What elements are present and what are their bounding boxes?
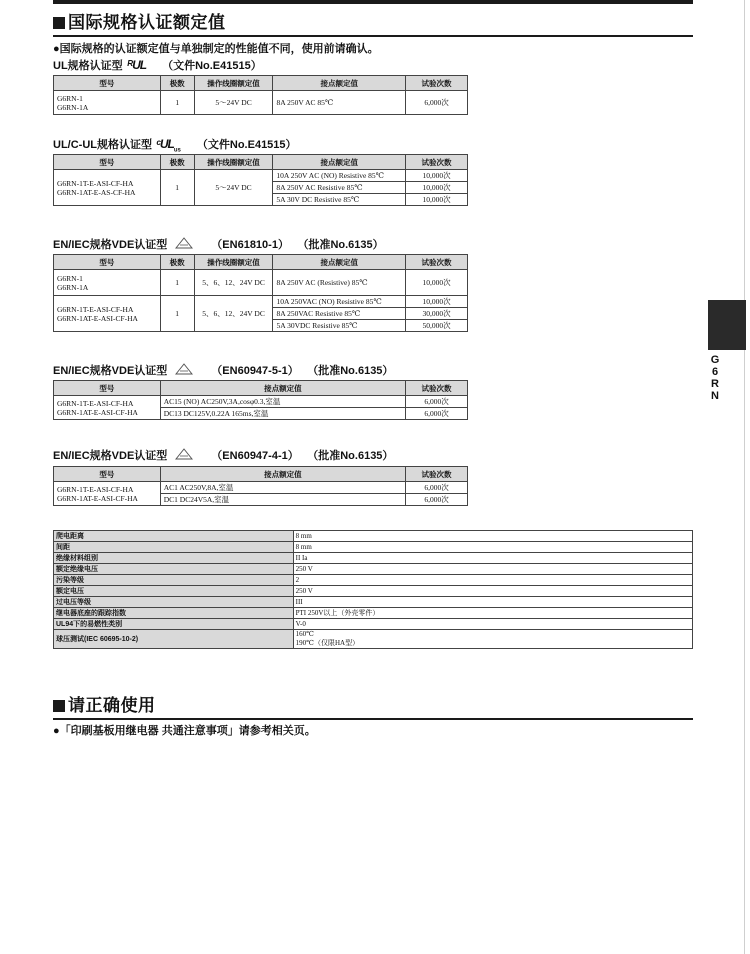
count-cell: 50,000次: [406, 320, 468, 332]
spec-value: 250 V: [293, 564, 692, 575]
contact-cell: 10A 250V AC (NO) Resistive 85℃: [273, 170, 406, 182]
col-contact: 接点额定值: [160, 467, 405, 482]
col-poles: 极数: [160, 155, 194, 170]
vde3-approval: （批准No.6135）: [312, 450, 394, 462]
spec-value: 160℃ 190℃（仅限HA型）: [293, 630, 692, 649]
section-square-icon: [53, 700, 65, 712]
vde3-caption: [53, 448, 393, 463]
contact-cell: 8A 250V AC (Resistive) 85℃: [273, 270, 406, 296]
table-row: [54, 608, 693, 619]
spec-key: 污染等级: [54, 575, 294, 586]
vde3-table: [53, 466, 468, 506]
spec-key: 绝缘材料组别: [54, 553, 294, 564]
ul-logo-icon: ᴿUL: [126, 58, 147, 72]
spec-key: 过电压等级: [54, 597, 294, 608]
section-title-text: 请正确使用: [68, 696, 156, 715]
contact-cell: 8A 250V AC 85℃: [273, 91, 406, 115]
model-cell: G6RN-1 G6RN-1A: [54, 270, 161, 296]
spec-value: PTI 250V以上（外壳零件）: [293, 608, 692, 619]
spec-value: II Ia: [293, 553, 692, 564]
usage-note: ●「印刷基板用继电器 共通注意事项」请参考相关页。: [53, 725, 316, 737]
spec-key: UL94下的易燃性类别: [54, 619, 294, 630]
vde1-table: [53, 254, 468, 332]
culus-logo-icon: ᶜUL$_{us}$: [156, 137, 181, 154]
model-cell: G6RN-1 G6RN-1A: [54, 91, 161, 115]
col-count: 试验次数: [406, 255, 468, 270]
model-cell: G6RN-1T-E-ASI-CF-HA G6RN-1AT-E-ASI-CF-HA: [54, 296, 161, 332]
col-coil: 操作线圈额定值: [194, 255, 273, 270]
count-cell: 6,000次: [406, 396, 468, 408]
contact-cell: 5A 30V DC Resistive 85℃: [273, 194, 406, 206]
culus-table: [53, 154, 468, 206]
coil-cell: 5～24V DC: [194, 91, 273, 115]
vde-triangle-icon: [175, 363, 193, 375]
col-count: 试验次数: [406, 76, 468, 91]
col-model: 型号: [54, 76, 161, 91]
col-model: 型号: [54, 467, 161, 482]
spec-value: 8 mm: [293, 531, 692, 542]
page-edge: [744, 0, 745, 954]
vde3-standard-ref: （EN60947-4-1）: [211, 450, 299, 462]
table-row: [54, 619, 693, 630]
spec-key: 额定绝缘电压: [54, 564, 294, 575]
vde2-caption-text: EN/IEC规格VDE认证型: [53, 365, 168, 377]
table-row: [54, 296, 468, 308]
table-row: [54, 553, 693, 564]
contact-cell: 5A 30VDC Resistive 85℃: [273, 320, 406, 332]
table-row: [54, 575, 693, 586]
table-row: [54, 396, 468, 408]
table-row: [54, 630, 693, 649]
count-cell: 30,000次: [406, 308, 468, 320]
coil-cell: 5、6、12、24V DC: [194, 270, 273, 296]
col-coil: 操作线圈额定值: [194, 76, 273, 91]
model-cell: G6RN-1T-E-ASI-CF-HA G6RN-1AT-E-ASI-CF-HA: [54, 396, 161, 420]
spec-value: V-0: [293, 619, 692, 630]
table-row: [54, 542, 693, 553]
poles-cell: 1: [160, 270, 194, 296]
spec-value: 2: [293, 575, 692, 586]
count-cell: 6,000次: [406, 408, 468, 420]
count-cell: 10,000次: [406, 170, 468, 182]
side-model-label: G 6 R N: [710, 354, 720, 402]
poles-cell: 1: [160, 170, 194, 206]
count-cell: 6,000次: [406, 91, 468, 115]
vde3-caption-text: EN/IEC规格VDE认证型: [53, 450, 168, 462]
col-count: 试验次数: [406, 381, 468, 396]
vde2-table: [53, 380, 468, 420]
vde2-caption: [53, 363, 393, 378]
top-rule: [53, 0, 693, 4]
spec-value: III: [293, 597, 692, 608]
contact-cell: DC13 DC125V,0.22A 165ms,室温: [160, 408, 405, 420]
table-row: [54, 564, 693, 575]
spec-key: 爬电距离: [54, 531, 294, 542]
coil-cell: 5、6、12、24V DC: [194, 296, 273, 332]
spec-value: 8 mm: [293, 542, 692, 553]
table-row: [54, 597, 693, 608]
count-cell: 6,000次: [406, 482, 468, 494]
section-title-ratings: [53, 12, 693, 37]
table-row: [54, 170, 468, 182]
table-row: [54, 270, 468, 296]
section-square-icon: [53, 17, 65, 29]
vde1-caption: [53, 237, 384, 252]
poles-cell: 1: [160, 296, 194, 332]
vde1-standard-ref: （EN61810-1）: [211, 239, 289, 251]
ul-caption-text: UL规格认证型: [53, 60, 123, 72]
table-row: [54, 586, 693, 597]
ul-table: [53, 75, 468, 115]
count-cell: 10,000次: [406, 270, 468, 296]
spec-key: 继电器底座的跟踪指数: [54, 608, 294, 619]
col-poles: 极数: [160, 76, 194, 91]
spec-key: 间距: [54, 542, 294, 553]
section-title-usage: [53, 695, 693, 720]
contact-cell: 8A 250V AC Resistive 85℃: [273, 182, 406, 194]
col-model: 型号: [54, 381, 161, 396]
section-title-text: 国际规格认证额定值: [68, 13, 226, 32]
col-coil: 操作线圈额定值: [194, 155, 273, 170]
col-count: 试验次数: [406, 467, 468, 482]
table-row: [54, 482, 468, 494]
count-cell: 6,000次: [406, 494, 468, 506]
vde2-standard-ref: （EN60947-5-1）: [211, 365, 299, 377]
col-model: 型号: [54, 155, 161, 170]
ratings-note: ●国际规格的认证额定值与单独制定的性能值不同，使用前请确认。: [53, 43, 379, 55]
side-index-tab: [708, 300, 746, 350]
col-model: 型号: [54, 255, 161, 270]
spec-value: 250 V: [293, 586, 692, 597]
count-cell: 10,000次: [406, 194, 468, 206]
spec-key: 额定电压: [54, 586, 294, 597]
table-row: [54, 531, 693, 542]
table-row: [54, 91, 468, 115]
ul-caption: [53, 58, 262, 73]
model-cell: G6RN-1T-E-ASI-CF-HA G6RN-1AT-E-ASI-CF-HA: [54, 482, 161, 506]
count-cell: 10,000次: [406, 296, 468, 308]
col-contact: 接点额定值: [273, 76, 406, 91]
contact-cell: 10A 250VAC (NO) Resistive 85℃: [273, 296, 406, 308]
contact-cell: 8A 250VAC Resistive 85℃: [273, 308, 406, 320]
col-count: 试验次数: [406, 155, 468, 170]
col-contact: 接点额定值: [273, 155, 406, 170]
col-contact: 接点额定值: [160, 381, 405, 396]
vde1-approval: （批准No.6135）: [302, 239, 384, 251]
coil-cell: 5～24V DC: [194, 170, 273, 206]
model-cell: G6RN-1T-E-ASI-CF-HA G6RN-1AT-E-AS-CF-HA: [54, 170, 161, 206]
vde1-caption-text: EN/IEC规格VDE认证型: [53, 239, 168, 251]
contact-cell: AC1 AC250V,8A,室温: [160, 482, 405, 494]
vde-triangle-icon: [175, 237, 193, 249]
col-poles: 极数: [160, 255, 194, 270]
vde-triangle-icon: [175, 448, 193, 460]
col-contact: 接点额定值: [273, 255, 406, 270]
contact-cell: DC1 DC24V5A,室温: [160, 494, 405, 506]
poles-cell: 1: [160, 91, 194, 115]
contact-cell: AC15 (NO) AC250V,3A,cosφ0.3,室温: [160, 396, 405, 408]
ul-file-ref: （文件No.E41515）: [162, 60, 262, 72]
count-cell: 10,000次: [406, 182, 468, 194]
spec-key: 球压测试(IEC 60695-10-2): [54, 630, 294, 649]
culus-file-ref: （文件No.E41515）: [196, 139, 297, 151]
vde2-approval: （批准No.6135）: [312, 365, 394, 377]
insulation-spec-table: [53, 530, 693, 649]
culus-caption-text: UL/C-UL规格认证型: [53, 139, 152, 151]
